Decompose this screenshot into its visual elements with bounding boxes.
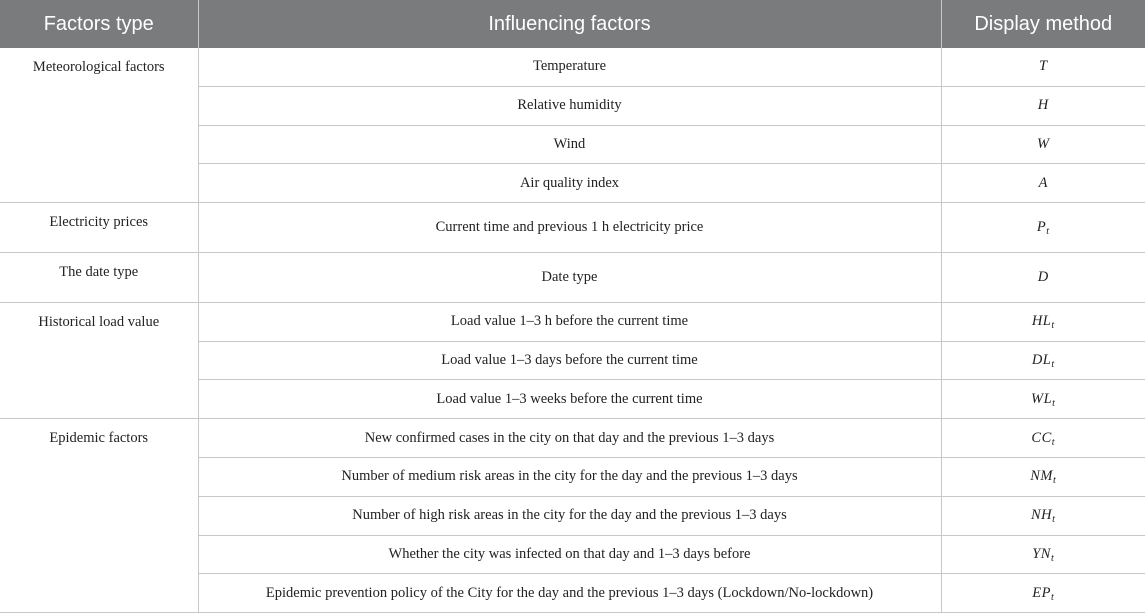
symbol: $YN_t$ — [1032, 545, 1055, 564]
factor-cell: Temperature — [198, 48, 941, 86]
table-header — [0, 0, 1145, 48]
symbol: D — [1037, 268, 1049, 285]
symbol-cell — [941, 535, 1145, 574]
factor-cell: Load value 1–3 h before the current time — [198, 302, 941, 341]
factor-cell: Air quality index — [198, 164, 941, 203]
symbol: $DL_t$ — [1031, 351, 1055, 370]
symbol-cell — [941, 341, 1145, 380]
symbol-cell — [941, 164, 1145, 203]
factor-cell: Relative humidity — [198, 86, 941, 125]
factor-cell: Epidemic prevention policy of the City for the day and the previous 1–3 days (Lockdown/No-lockdown) — [198, 574, 941, 613]
factor-cell: Wind — [198, 125, 941, 164]
group-electricity-prices: Electricity prices — [0, 203, 198, 253]
factor-cell: Number of high risk areas in the city for the day and the previous 1–3 days — [198, 496, 941, 535]
symbol-cell — [941, 574, 1145, 613]
header-influencing-factors: Influencing factors — [198, 0, 941, 48]
table-body — [0, 48, 1145, 613]
symbol-cell — [941, 457, 1145, 496]
table-row — [0, 252, 1145, 302]
symbol: $WL_t$ — [1031, 390, 1056, 409]
symbol-cell — [941, 302, 1145, 341]
header-factors-type: Factors type — [0, 0, 198, 48]
table-row — [0, 419, 1145, 458]
symbol-cell — [941, 86, 1145, 125]
factor-cell: Load value 1–3 weeks before the current time — [198, 380, 941, 419]
group-historical-load-value: Historical load value — [0, 302, 198, 418]
symbol-cell — [941, 380, 1145, 419]
symbol: A — [1038, 174, 1048, 191]
symbol-cell — [941, 203, 1145, 253]
symbol: $CC_t$ — [1031, 429, 1056, 448]
symbol: W — [1036, 135, 1050, 152]
factor-cell: Load value 1–3 days before the current time — [198, 341, 941, 380]
factor-cell: Date type — [198, 252, 941, 302]
symbol: $P_t$ — [1036, 219, 1050, 238]
factor-cell: Whether the city was infected on that day and 1–3 days before — [198, 535, 941, 574]
table-row — [0, 302, 1145, 341]
table-row — [0, 203, 1145, 253]
symbol-cell — [941, 125, 1145, 164]
symbol: $NH_t$ — [1031, 507, 1056, 526]
symbol-cell — [941, 48, 1145, 86]
group-epidemic-factors: Epidemic factors — [0, 419, 198, 613]
group-meteorological-factors: Meteorological factors — [0, 48, 198, 203]
symbol: T — [1038, 58, 1048, 75]
factor-cell: Number of medium risk areas in the city for the day and the previous 1–3 days — [198, 457, 941, 496]
symbol: $HL_t$ — [1031, 313, 1055, 332]
table-row — [0, 48, 1145, 86]
header-row — [0, 0, 1145, 48]
group-date-type: The date type — [0, 252, 198, 302]
symbol: H — [1037, 97, 1049, 114]
symbol: $EP_t$ — [1032, 584, 1055, 603]
factor-cell: New confirmed cases in the city on that day and the previous 1–3 days — [198, 419, 941, 458]
factor-cell: Current time and previous 1 h electricity price — [198, 203, 941, 253]
symbol-cell — [941, 496, 1145, 535]
symbol-cell — [941, 252, 1145, 302]
header-display-method: Display method — [941, 0, 1145, 48]
symbol: $NM_t$ — [1030, 468, 1057, 487]
symbol-cell — [941, 419, 1145, 458]
